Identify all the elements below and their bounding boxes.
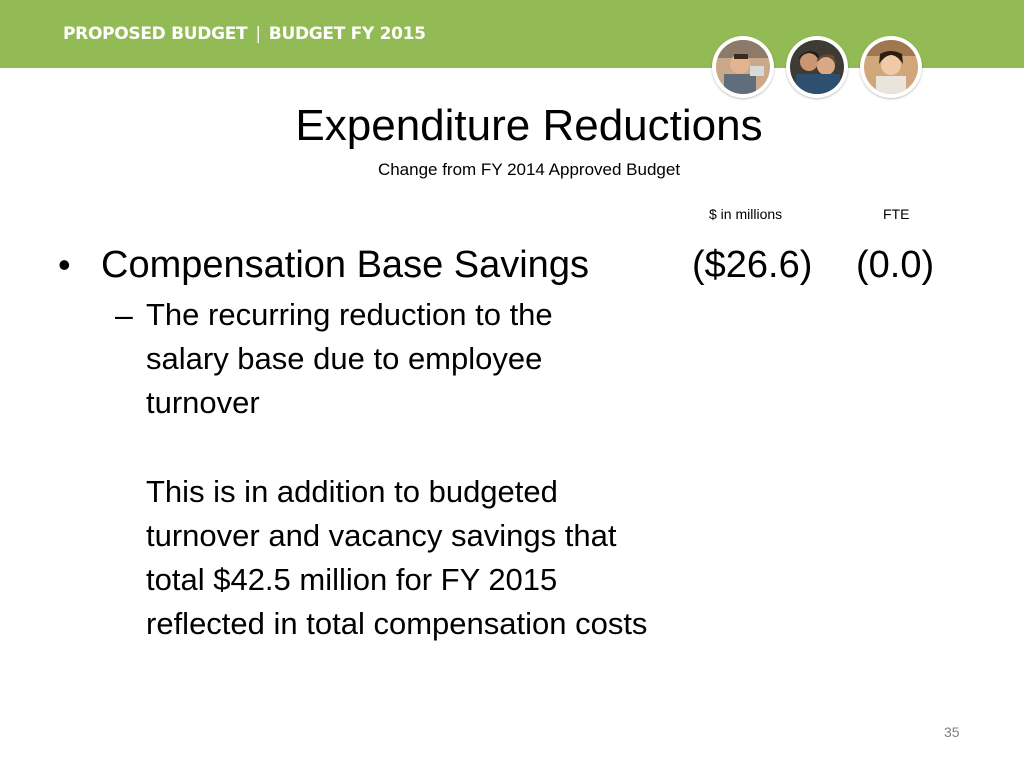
- student-photo-2: [786, 36, 848, 98]
- header-separator: |: [255, 24, 261, 44]
- header-brand-left: PROPOSED BUDGET: [63, 24, 248, 44]
- description-line: salary base due to employee: [146, 341, 543, 376]
- note-line: total $42.5 million for FY 2015: [146, 562, 558, 597]
- column-header-money: $ in millions: [709, 206, 783, 222]
- note-line: turnover and vacancy savings that: [146, 518, 617, 553]
- student-photo-3-image: [864, 40, 918, 94]
- student-photo-1-image: [716, 40, 770, 94]
- description-line: The recurring reduction to the: [146, 297, 553, 332]
- student-photo-2-image: [790, 40, 844, 94]
- money-value: ($26.6): [692, 244, 813, 286]
- slide-subtitle: Change from FY 2014 Approved Budget: [377, 160, 681, 179]
- bullet-label: Compensation Base Savings: [101, 244, 589, 286]
- student-photo-1: [712, 36, 774, 98]
- header-brand: [63, 24, 426, 44]
- bullet-marker: •: [58, 244, 71, 285]
- sub-bullet-dash: –: [115, 297, 133, 333]
- note-line: reflected in total compensation costs: [146, 606, 648, 641]
- description-line: turnover: [146, 385, 260, 420]
- header-brand-right: BUDGET FY 2015: [268, 24, 426, 44]
- column-header-fte: FTE: [883, 206, 910, 222]
- fte-value: (0.0): [856, 244, 935, 286]
- page-number: 35: [944, 724, 960, 740]
- student-photo-3: [860, 36, 922, 98]
- note-line: This is in addition to budgeted: [146, 474, 558, 509]
- slide-title: Expenditure Reductions: [295, 101, 763, 150]
